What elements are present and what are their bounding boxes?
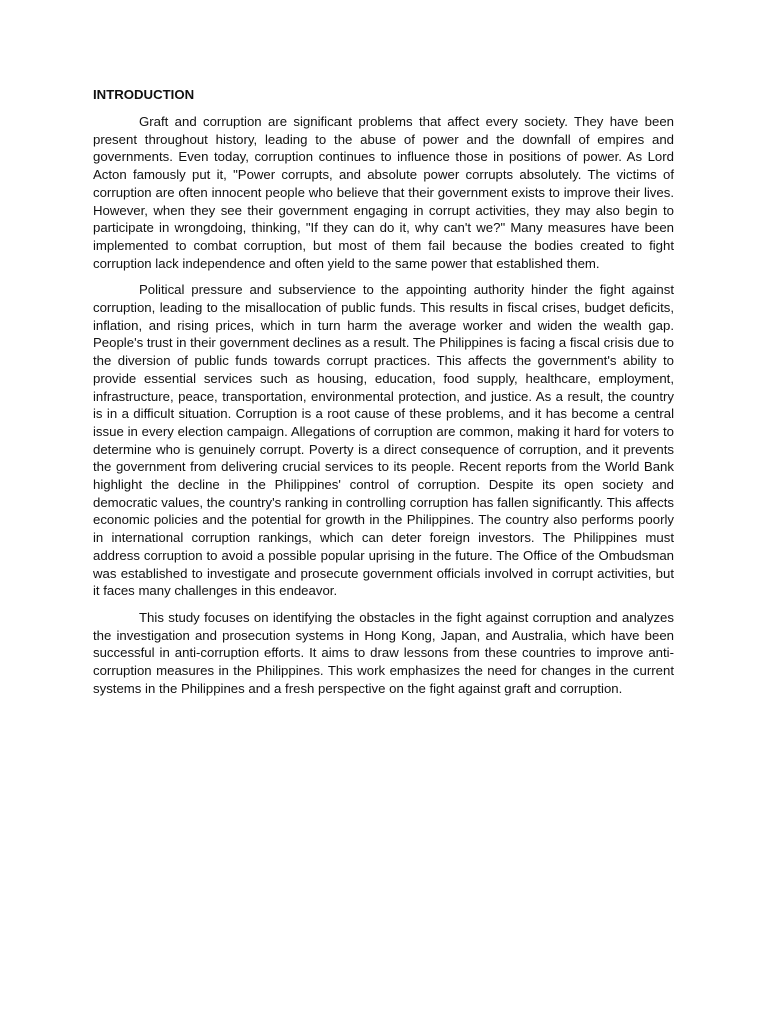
paragraph-1: Graft and corruption are significant problems that affect every society. They have been present throughout history, leading to the abuse of power and the downfall of empires and governments. Even today, corruption continues to influence those in positions of power. As Lord Acton famously put it, "Power corrupts, and absolute power corrupts absolutely. The victims of corruption are often innocent people who believe that their government exists to improve their lives. However, when they see their government engaging in corrupt activities, they may also begin to participate in wrongdoing, thinking, "If they can do it, why can't we?" Many measures have been implemented to combat corruption, but most of them fail because the bodies created to fight corruption lack independence and often yield to the same power that established them. — [93, 114, 674, 271]
paragraph-3: This study focuses on identifying the obstacles in the fight against corruption and analyzes the investigation and prosecution systems in Hong Kong, Japan, and Australia, which have been successful in anti-corruption efforts. It aims to draw lessons from these countries to improve anti-corruption measures in the Philippines. This work emphasizes the need for changes in the current systems in the Philippines and a fresh perspective on the fight against graft and corruption. — [93, 609, 674, 696]
section-heading: INTRODUCTION — [93, 87, 195, 102]
paragraph-2: Political pressure and subservience to the appointing authority hinder the fight against corruption, leading to the misallocation of public funds. This results in fiscal crises, budget deficits, inflation, and rising prices, which in turn harm the average worker and widen the wealth gap. People's trust in their government declines as a result. The Philippines is facing a fiscal crisis due to the diversion of public funds towards corrupt practices. This affects the government's ability to provide essential services such as housing, education, food supply, healthcare, employment, infrastructure, peace, transportation, environmental protection, and justice. As a result, the country is in a difficult situation. Corruption is a root cause of these problems, and it has become a central issue in every election campaign. Allegations of corruption are common, making it hard for voters to determine who is genuinely corrupt. Poverty is a direct consequence of corruption, and it prevents the government from delivering crucial services to its people. Recent reports from the World Bank highlight the decline in the Philippines' control of corruption. Despite its open society and democratic values, the country's ranking in controlling corruption has fallen significantly. This affects economic policies and the potential for growth in the Philippines. The country also performs poorly in international corruption rankings, which can deter foreign investors. The Philippines must address corruption to avoid a possible popular uprising in the future. The Office of the Ombudsman was established to investigate and prosecute government officials involved in corrupt activities, but it faces many challenges in this endeavor. — [93, 282, 674, 599]
document-page — [93, 86, 674, 707]
